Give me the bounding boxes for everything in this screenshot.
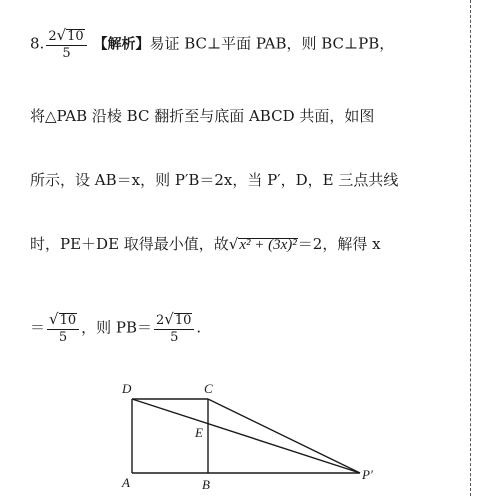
label-D: D — [122, 381, 132, 396]
pb-fraction: $\frac{2√10}{5}$ — [154, 312, 194, 345]
line-4-text-post: ＝2，解得 x — [297, 235, 381, 253]
geometry-figure — [110, 375, 400, 494]
line-1-text: 易证 BC⊥平面 PAB，则 BC⊥PB， — [149, 34, 395, 53]
label-E: E — [195, 425, 203, 440]
line-4-text-pre: 时，PE＋DE 取得最小值，故 — [30, 235, 229, 253]
line-3-text: 所示，设 AB＝x，则 P′B＝2x，当 P′，D，E 三点共线 — [30, 171, 399, 189]
solution-line-2 — [30, 106, 374, 126]
margin-dashed-rule — [470, 0, 471, 496]
label-A: A — [122, 475, 130, 490]
line-2-text: 将△PAB 沿棱 BC 翻折至与底面 ABCD 共面，如图 — [30, 107, 375, 125]
label-P-prime: P′ — [362, 467, 373, 482]
folded-net-diagram — [110, 375, 400, 490]
segment-CP — [208, 399, 360, 473]
label-C: C — [204, 381, 213, 396]
answer-fraction: $\frac{2√10}{5}$ — [46, 28, 86, 61]
solution-line-1 — [30, 28, 394, 61]
solution-line-5: ＝ $\frac{√10}{5}$ ，则 PB＝ $\frac{2√10}{5}$ . — [30, 310, 202, 345]
solution-line-4: 时，PE＋DE 取得最小值，故√x² + (3x)²＝2，解得 x — [30, 235, 381, 253]
analysis-tag: 【解析】 — [93, 36, 150, 53]
line-4-radical: x² + (3x)² — [239, 237, 297, 253]
label-B: B — [202, 477, 210, 490]
solution-line-3 — [30, 170, 398, 190]
segment-DP — [132, 399, 360, 473]
x-fraction: $\frac{√10}{5}$ — [47, 312, 79, 345]
problem-number: 8. — [30, 34, 45, 53]
